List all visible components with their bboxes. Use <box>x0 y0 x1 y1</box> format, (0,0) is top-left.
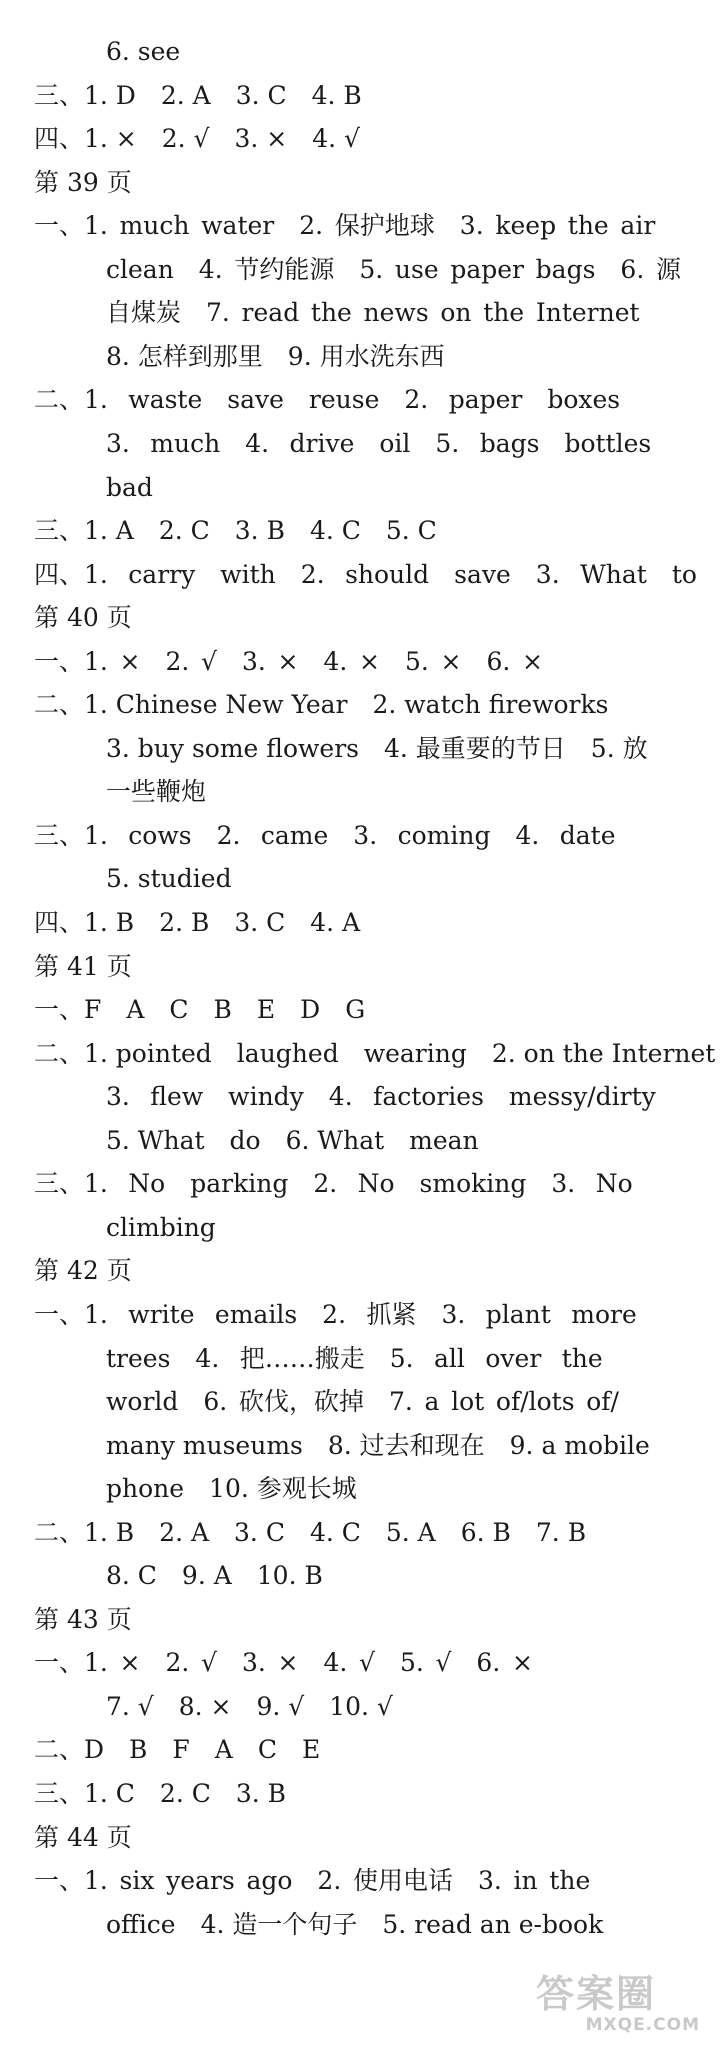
answer-line: bad <box>106 472 153 502</box>
answer-line: office 4. 造一个句子 5. read an e-book <box>106 1909 604 1939</box>
answer-line: 自煤炭 7. read the news on the Internet <box>106 298 640 328</box>
answer-line: 二、1. waste save reuse 2. paper boxes <box>34 385 621 415</box>
page-heading: 第 42 页 <box>34 1256 132 1286</box>
watermark-brand-text: 答案圈 <box>536 1972 657 2016</box>
answer-line: climbing <box>106 1212 216 1242</box>
answer-line: 四、1. B 2. B 3. C 4. A <box>34 908 361 937</box>
answer-line: 一、1. write emails 2. 抓紧 3. plant more <box>34 1299 637 1329</box>
answer-line: 7. √ 8. × 9. √ 10. √ <box>106 1691 393 1721</box>
site-watermark-logo <box>536 1972 706 2038</box>
page-heading: 第 40 页 <box>34 603 132 633</box>
answer-line: 一、F A C B E D G <box>34 995 366 1025</box>
answer-line: 三、1. C 2. C 3. B <box>34 1779 287 1808</box>
answer-line: 5. studied <box>106 864 232 894</box>
answer-line: 二、1. Chinese New Year 2. watch fireworks <box>34 690 609 720</box>
answer-line: 三、1. No parking 2. No smoking 3. No <box>34 1169 633 1199</box>
answer-line: 三、1. cows 2. came 3. coming 4. date <box>34 820 616 850</box>
page-heading: 第 39 页 <box>34 167 132 197</box>
answer-line: 8. 怎样到那里 9. 用水洗东西 <box>106 341 445 371</box>
answer-line: many museums 8. 过去和现在 9. a mobile <box>106 1430 650 1460</box>
answer-line: 一些鞭炮 <box>106 777 207 807</box>
answer-line: 二、D B F A C E <box>34 1735 321 1765</box>
answer-line: trees 4. 把……搬走 5. all over the <box>106 1343 603 1373</box>
answer-line: 四、1. carry with 2. should save 3. What to <box>34 559 697 589</box>
answer-line: 一、1. much water 2. 保护地球 3. keep the air <box>34 211 656 241</box>
page-heading: 第 41 页 <box>34 951 132 981</box>
answer-line: world 6. 砍伐，砍掉 7. a lot of/lots of/ <box>106 1387 619 1417</box>
answer-line: 3. flew windy 4. factories messy/dirty <box>106 1082 656 1112</box>
answer-line: 一、1. six years ago 2. 使用电话 3. in the <box>34 1866 591 1896</box>
answer-line: 二、1. pointed laughed wearing 2. on the Internet <box>34 1038 716 1068</box>
answer-line: 二、1. B 2. A 3. C 4. C 5. A 6. B 7. B <box>34 1517 587 1547</box>
page-heading: 第 43 页 <box>34 1604 132 1634</box>
answer-line: clean 4. 节约能源 5. use paper bags 6. 源 <box>106 254 681 284</box>
answer-line: 8. C 9. A 10. B <box>106 1561 323 1591</box>
answer-line: 一、1. × 2. √ 3. × 4. √ 5. √ 6. × <box>34 1648 533 1678</box>
answer-line: 3. buy some flowers 4. 最重要的节日 5. 放 <box>106 733 648 763</box>
page-heading: 第 44 页 <box>34 1822 132 1852</box>
watermark-domain-text: MXQE.COM <box>585 2015 700 2035</box>
answer-line: 一、1. × 2. √ 3. × 4. × 5. × 6. × <box>34 646 543 676</box>
answer-line: 四、1. × 2. √ 3. × 4. √ <box>34 124 360 154</box>
answer-line: 三、1. D 2. A 3. C 4. B <box>34 80 362 110</box>
answer-line: 3. much 4. drive oil 5. bags bottles <box>106 428 652 458</box>
answer-line: 三、1. A 2. C 3. B 4. C 5. C <box>34 516 437 546</box>
answer-line: 5. What do 6. What mean <box>106 1125 479 1155</box>
answer-line: phone 10. 参观长城 <box>106 1474 357 1504</box>
answer-line: 6. see <box>106 37 181 66</box>
